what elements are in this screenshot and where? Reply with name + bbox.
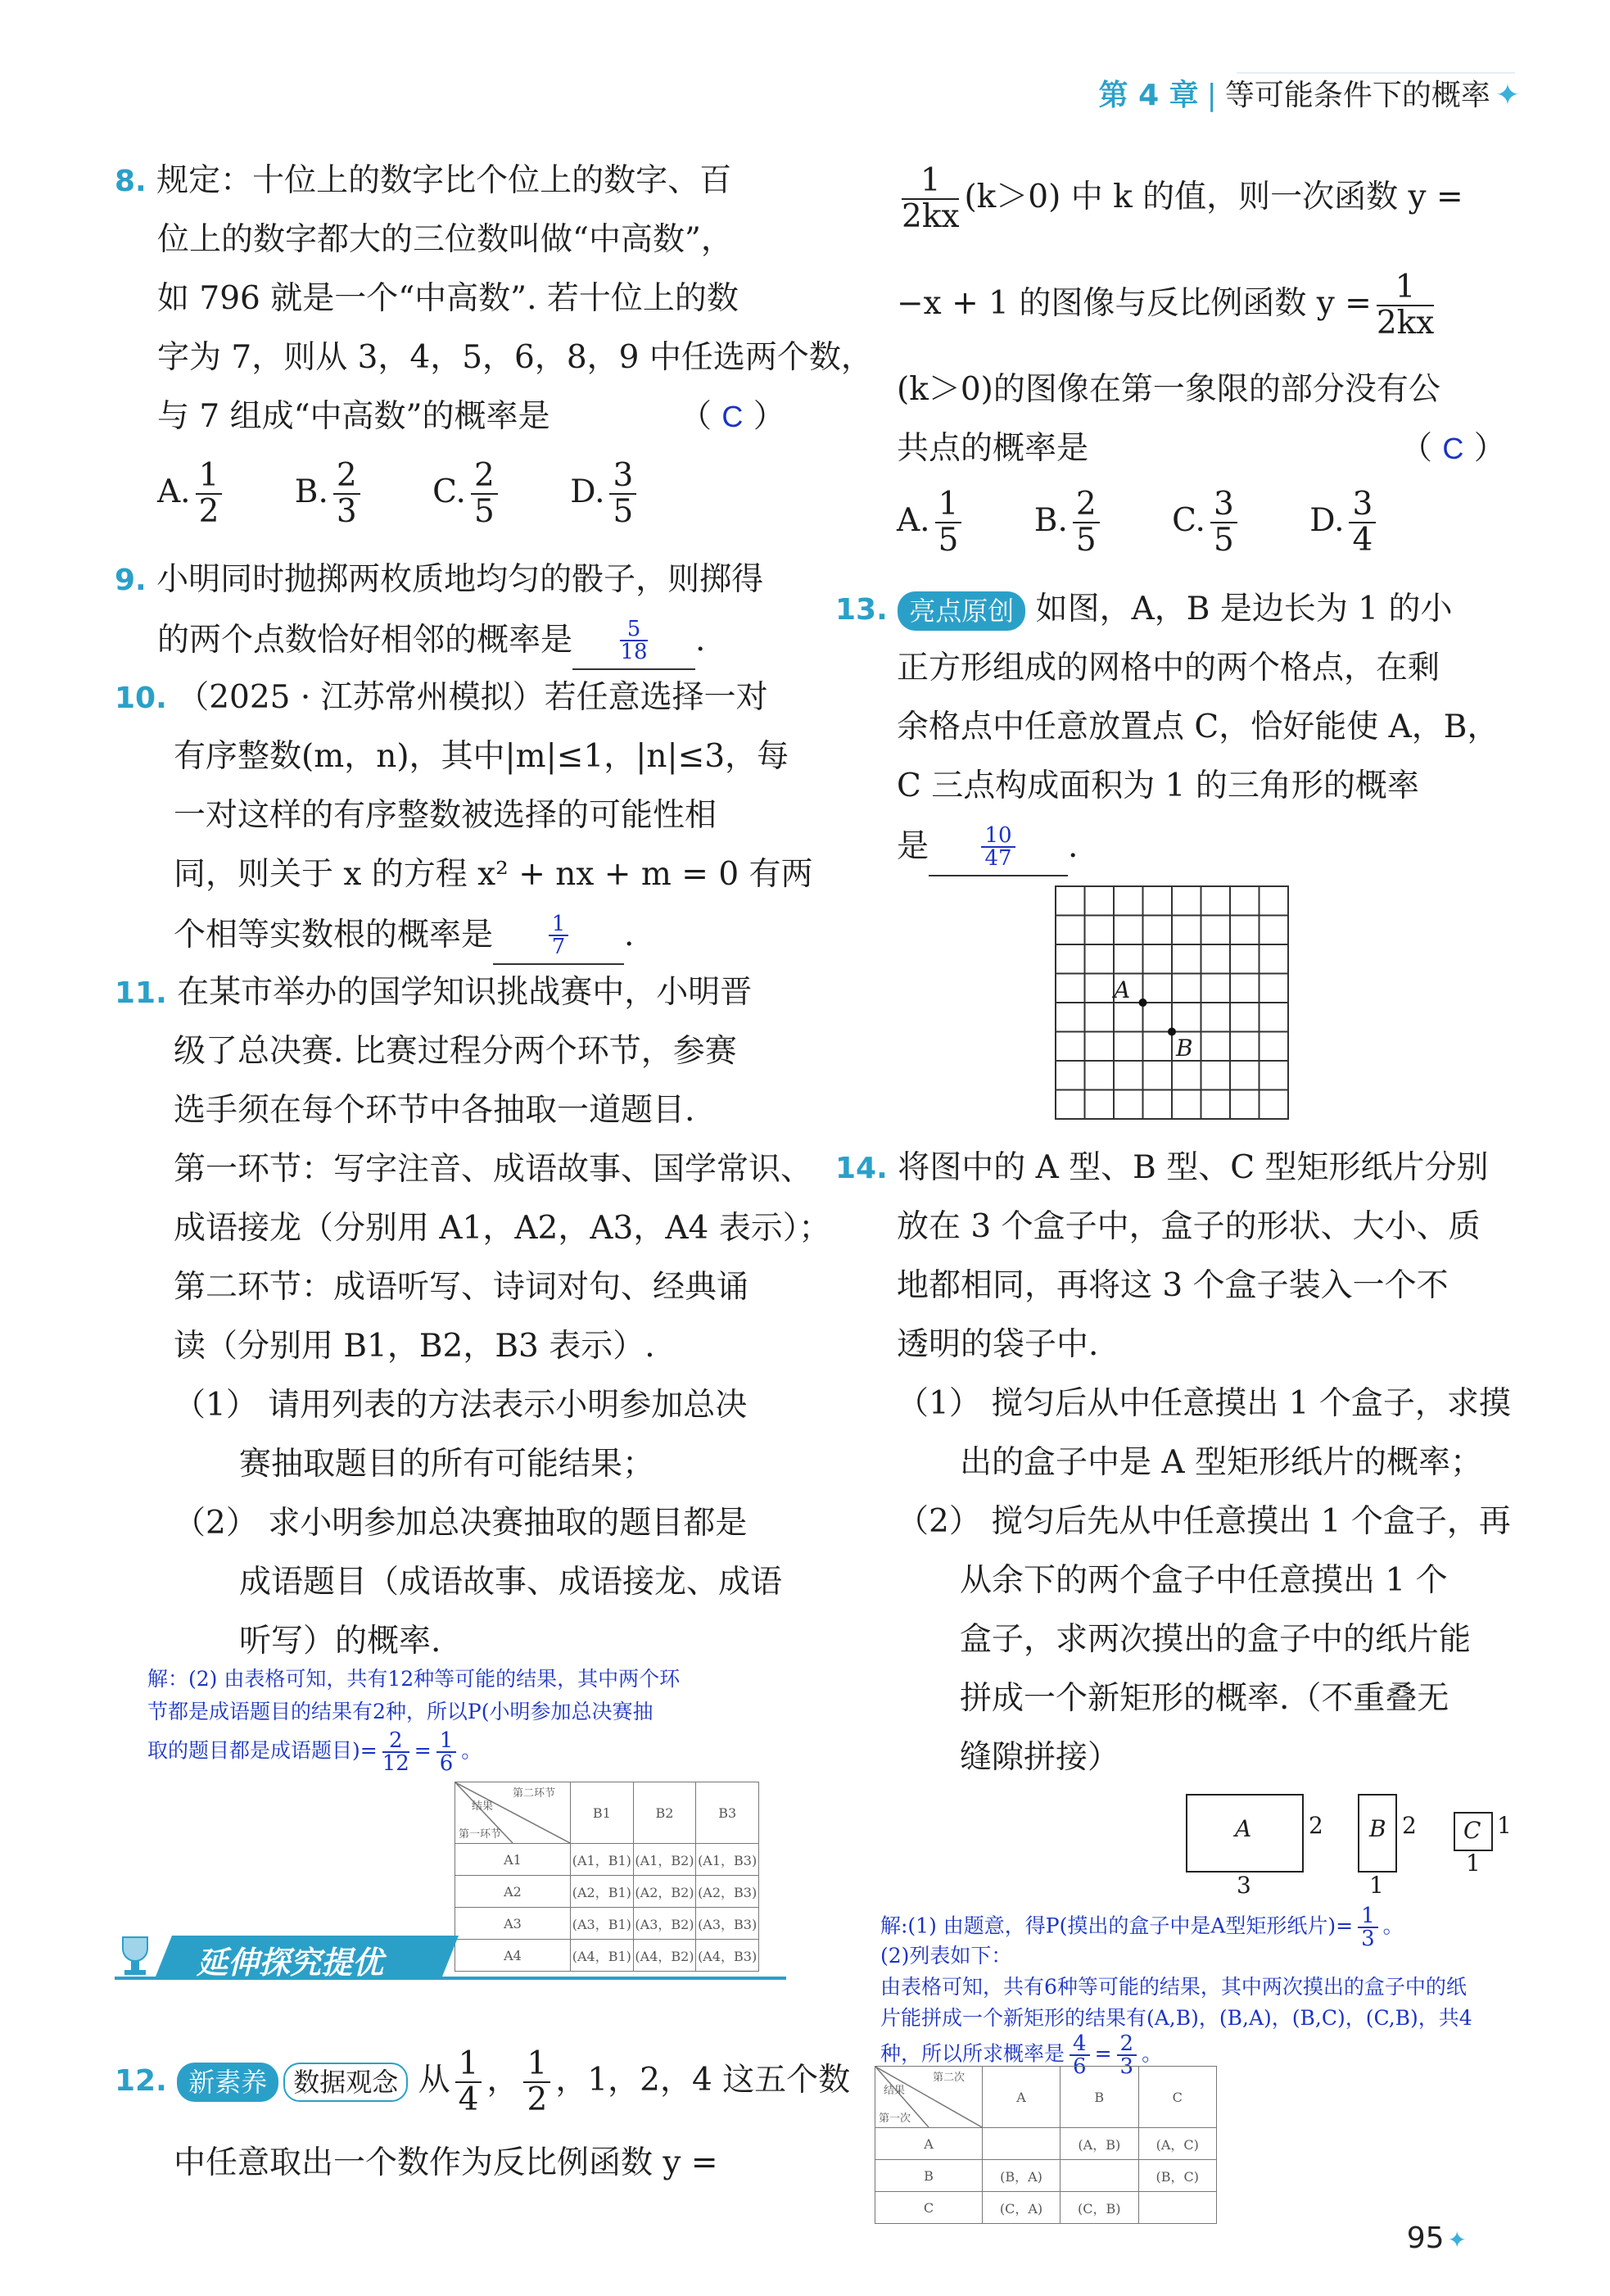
answer-blank: $\frac{10}{47}$ — [929, 816, 1068, 876]
q14-solution-line: (2)列表如下： — [880, 1944, 1012, 1968]
answer-bracket: （ C ） — [1400, 430, 1506, 467]
table-corner: 第二次 结果 第一次 — [875, 2067, 983, 2128]
tag-data-concept: 数据观念 — [283, 2063, 408, 2102]
table-row: C (C，A) (C，B) — [875, 2192, 1217, 2224]
q14-line: 拼成一个新矩形的概率.（不重叠无 — [960, 1680, 1449, 1717]
answer-bracket: （ C ） — [680, 398, 785, 435]
sparkle-icon: ✦ — [1495, 79, 1520, 112]
q11-line: 成语接龙（分别用 A1，A2，A3，A4 表示）； — [174, 1210, 831, 1247]
trophy-icon — [123, 1937, 147, 1975]
rect-b-figure: B — [1358, 1794, 1397, 1873]
q13-line: 如图，A，B 是边长为 1 的小 — [1035, 591, 1453, 627]
table-row: B (B，A) (B，C) — [875, 2160, 1217, 2192]
answer-blank: $\frac{5}{18}$ — [572, 609, 695, 670]
q11-line: 在某市举办的国学知识挑战赛中，小明晋 — [177, 974, 753, 1011]
header-separator: | — [1206, 79, 1217, 112]
q9-line: 的两个点数恰好相邻的概率是 — [157, 622, 573, 659]
table-row: A3 (A3，B1) (A3，B2) (A3，B3) — [455, 1908, 759, 1940]
q11-line: （2） 求小明参加总决赛抽取的题目都是 — [174, 1505, 748, 1542]
q13-line: 正方形组成的网格中的两个格点，在剩 — [897, 650, 1440, 686]
q14-line: 从余下的两个盒子中任意摸出 1 个 — [960, 1562, 1448, 1599]
q8-line: 规定：十位上的数字比个位上的数字、百 — [156, 162, 732, 199]
rect-a-figure: A — [1186, 1794, 1304, 1873]
q11-line: 第一环节：写字注音、成语故事、国学常识、 — [174, 1151, 813, 1188]
q11-line: 赛抽取题目的所有可能结果； — [239, 1446, 655, 1483]
q13-grid-figure — [1054, 885, 1291, 1122]
q11-result-table: 第二环节 结果 第一环节 B1 B2 B3 A1 (A1，B1) (A1，B2) (A1，B3) A2 (A2，B1) (A2，B2) (A2，B3) A3 (A3，B1) (A3，B2) (A3，B3) A4 (A4，B1) (A4，B2) (A4，B3) — [455, 1782, 759, 1972]
q11-line: （1） 请用列表的方法表示小明参加总决 — [174, 1387, 748, 1424]
chapter-title: 等可能条件下的概率 — [1224, 79, 1490, 112]
q14-solution-line: 片能拼成一个新矩形的结果有(A,B)，(B,A)，(B,C)，(C,B)，共4 — [880, 2006, 1472, 2030]
q14-solution-line: 解:(1) 由题意，得P(摸出的盒子中是A型矩形纸片)= $\frac{1}{3}$ 。 — [880, 1904, 1404, 1951]
question-number: 10. — [115, 682, 167, 715]
q10-line: 一对这样的有序整数被选择的可能性相 — [174, 797, 717, 834]
q14-line: 盒子，求两次摸出的盒子中的纸片能 — [960, 1621, 1472, 1658]
table-row: A2 (A2，B1) (A2，B2) (A2，B3) — [455, 1876, 759, 1908]
question-number: 14. — [835, 1152, 888, 1185]
option-d: D. $\frac{3}{5}$ — [570, 473, 641, 510]
q8-line: 如 796 就是一个“中高数”. 若十位上的数 — [157, 280, 739, 317]
option-b: B. $\frac{2}{3}$ — [295, 473, 365, 510]
question-number: 13. — [835, 593, 888, 627]
tag-original: 亮点原创 — [898, 591, 1025, 631]
q14-line: 放在 3 个盒子中，盒子的形状、大小、质 — [897, 1208, 1481, 1245]
q14-line: （1） 搅匀后从中任意摸出 1 个盒子，求摸 — [897, 1385, 1511, 1422]
q10-line: 有序整数(m，n)，其中|m|≤1，|n|≤3，每 — [174, 738, 789, 775]
section-banner: 延伸探究提优 — [115, 1929, 786, 1988]
option-c: C. $\frac{3}{5}$ — [1172, 502, 1242, 539]
q9-line: 小明同时抛掷两枚质地均匀的骰子，则掷得 — [156, 561, 764, 598]
q12-line: (k＞0)的图像在第一象限的部分没有公 — [897, 371, 1440, 408]
table-row: A1 (A1，B1) (A1，B2) (A1，B3) — [455, 1844, 759, 1876]
table-row: A4 (A4，B1) (A4，B2) (A4，B3) — [455, 1940, 759, 1972]
q13-line: C 三点构成面积为 1 的三角形的概率 — [897, 768, 1419, 804]
q14-solution-line: 种，所以所求概率是 $\frac{4}{6}$ = $\frac{2}{3}$ 。 — [880, 2031, 1163, 2079]
rect-c-figure: C — [1454, 1812, 1493, 1851]
q14-line: 将图中的 A 型、B 型、C 型矩形纸片分别 — [898, 1149, 1489, 1186]
option-c: C. $\frac{2}{5}$ — [432, 473, 503, 510]
q11-line: 读（分别用 B1，B2，B3 表示）. — [174, 1328, 655, 1365]
q12-line: 中任意取出一个数作为反比例函数 y = — [174, 2144, 718, 2181]
page-header — [1099, 72, 1520, 114]
question-number: 8. — [115, 165, 147, 198]
q14-line: 地都相同，再将这 3 个盒子装入一个不 — [897, 1267, 1449, 1304]
q14-line: 透明的袋子中. — [897, 1326, 1099, 1363]
option-d: D. $\frac{3}{4}$ — [1309, 502, 1381, 539]
q14-line: （2） 搅匀后先从中任意摸出 1 个盒子，再 — [897, 1503, 1511, 1540]
question-number: 11. — [115, 976, 167, 1010]
label-b: B — [1176, 1035, 1193, 1062]
q11-line: 级了总决赛. 比赛过程分两个环节，参赛 — [174, 1033, 737, 1070]
q8-line: 字为 7，则从 3，4，5，6，8，9 中任选两个数， — [157, 339, 873, 376]
point-a — [1139, 999, 1147, 1007]
tag-new-literacy: 新素养 — [177, 2063, 278, 2102]
q13-line: 余格点中任意放置点 C，恰好能使 A，B， — [897, 709, 1499, 745]
q8-line: 位上的数字都大的三位数叫做“中高数”， — [157, 221, 733, 258]
q11-solution-line: 节都是成语题目的结果有2种，所以P(小明参加总决赛抽 — [147, 1700, 653, 1723]
table-row: A (A，B) (A，C) — [875, 2128, 1217, 2160]
q10-line: （2025 · 江苏常州模拟）若任意选择一对 — [177, 679, 768, 716]
q10-line: 同，则关于 x 的方程 x² + nx + m = 0 有两 — [174, 856, 813, 893]
q14-line: 缝隙拼接） — [960, 1739, 1120, 1776]
q11-line: 成语题目（成语故事、成语接龙、成语 — [239, 1564, 783, 1601]
q8-answer: C — [721, 400, 744, 433]
q14-result-table: 第二次 结果 第一次 A B C A (A，B) (A，C) B (B，A) (B，C) C (C，A) (C，B) — [875, 2066, 1217, 2224]
label-a: A — [1114, 976, 1131, 1003]
q12-line: 共点的概率是 — [897, 430, 1089, 467]
point-b — [1168, 1028, 1176, 1036]
q12-answer: C — [1442, 432, 1464, 465]
q14-line: 出的盒子中是 A 型矩形纸片的概率； — [960, 1444, 1482, 1481]
q12-options — [897, 487, 1381, 558]
question-number: 12. — [115, 2064, 167, 2098]
q11-solution-line: 解：(2) 由表格可知，共有12种等可能的结果，其中两个环 — [147, 1667, 681, 1691]
option-a: A. $\frac{1}{2}$ — [157, 473, 227, 510]
q11-line: 听写）的概率. — [239, 1623, 441, 1660]
chapter-label: 第 4 章 — [1098, 79, 1199, 112]
page-number: 95 ✦ — [1406, 2221, 1467, 2255]
answer-blank: $\frac{1}{7}$ — [493, 904, 624, 965]
q14-solution-line: 由表格可知，共有6种等可能的结果，其中两次摸出的盒子中的纸 — [880, 1975, 1467, 1999]
q11-line: 第二环节：成语听写、诗词对句、经典诵 — [174, 1269, 749, 1306]
q8-line: 与 7 组成“中高数”的概率是 — [157, 398, 550, 435]
table-corner: 第二环节 结果 第一环节 — [455, 1782, 571, 1844]
q11-solution-line: 取的题目都是成语题目)= $\frac{2}{12}$ = $\frac{1}{6}$ 。 — [147, 1728, 482, 1776]
sparkle-icon: ✦ — [1447, 2226, 1467, 2253]
option-a: A. $\frac{1}{5}$ — [897, 502, 966, 539]
q11-line: 选手须在每个环节中各抽取一道题目. — [174, 1092, 695, 1129]
q10-line: 个相等实数根的概率是 — [174, 917, 494, 953]
option-b: B. $\frac{2}{5}$ — [1034, 502, 1105, 539]
q13-line: 是 — [897, 828, 929, 865]
q8-options — [157, 459, 641, 529]
question-number: 9. — [115, 564, 147, 597]
